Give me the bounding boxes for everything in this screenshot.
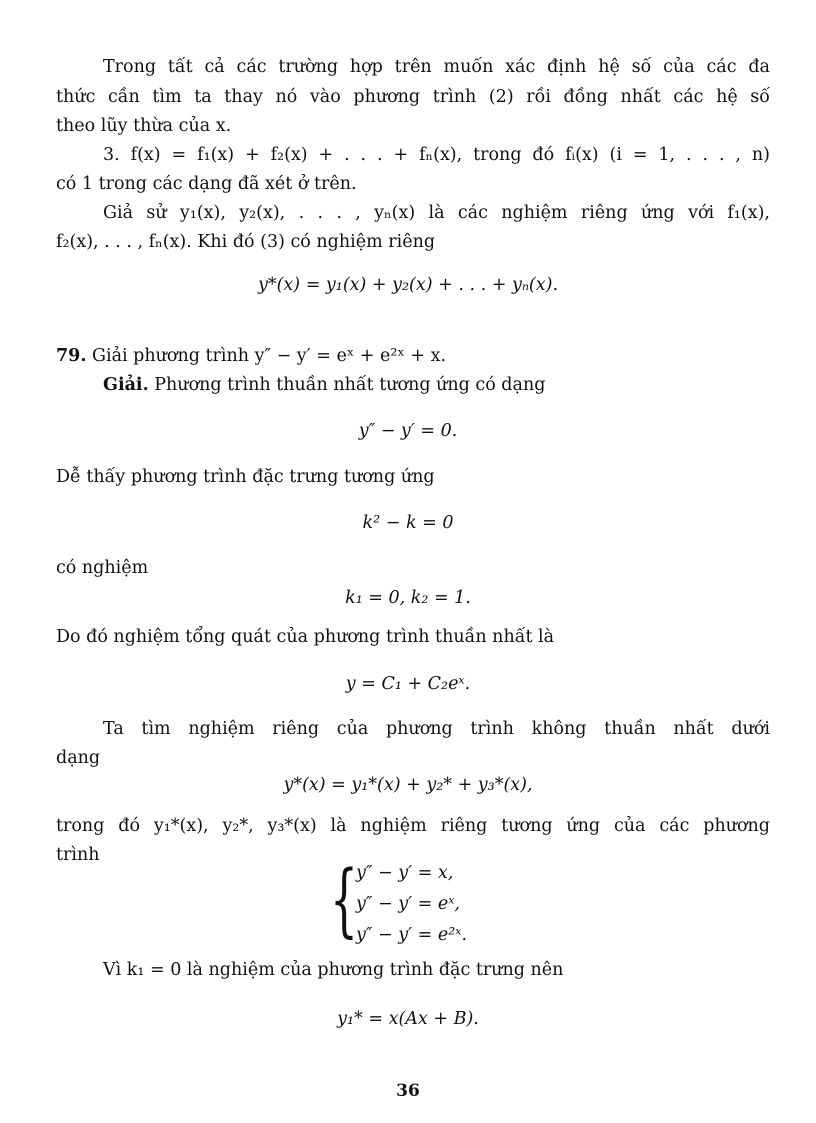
paragraph-line: Do đó nghiệm tổng quát của phương trình thuần nhất là [56,627,555,647]
exercise-79-heading [56,345,770,367]
paragraph-line: Ta tìm nghiệm riêng của phương trình không thuần nhất dưới [103,719,770,739]
paragraph-line: theo lũy thừa của x. [56,116,232,136]
system-equation: y″ − y′ = x, [356,863,454,883]
equation-homogeneous: y″ − y′ = 0. [358,421,458,441]
paragraph-line: Giả sử y₁(x), y₂(x), . . . , yₙ(x) là các nghiệm riêng ứng với f₁(x), [103,203,770,223]
paragraph-line: Dễ thấy phương trình đặc trưng tương ứng [56,467,435,487]
equation-characteristic: k² − k = 0 [362,513,454,533]
equation-system [330,853,590,950]
item-3-line: 3. f(x) = f₁(x) + f₂(x) + . . . + fₙ(x), trong đó fᵢ(x) (i = 1, . . . , n) [103,145,770,165]
equation-particular-form: y*(x) = y₁*(x) + y₂* + y₃*(x), [283,775,533,795]
solution-line [103,374,770,396]
solution-text: Phương trình thuần nhất tương ứng có dạng [148,375,546,395]
item-3-line: có 1 trong các dạng đã xét ở trên. [56,174,357,194]
exercise-number: 79. [56,346,87,366]
system-equation: y″ − y′ = e²ˣ. [356,925,468,945]
equation-roots: k₁ = 0, k₂ = 1. [345,588,471,608]
exercise-statement: Giải phương trình y″ − y′ = eˣ + e²ˣ + x. [86,346,447,366]
paragraph-line: Vì k₁ = 0 là nghiệm của phương trình đặc trưng nên [103,960,564,980]
paragraph-line: Trong tất cả các trường hợp trên muốn xác định hệ số của các đa [103,57,770,77]
paragraph-line: có nghiệm [56,558,149,578]
system-equation: y″ − y′ = eˣ, [356,894,460,914]
paragraph-line: trong đó y₁*(x), y₂*, y₃*(x) là nghiệm riêng tương ứng của các phương [56,816,770,836]
paragraph-line: f₂(x), . . . , fₙ(x). Khi đó (3) có nghiệm riêng [56,232,436,252]
page-number: 36 [396,1081,420,1101]
left-brace: { [330,853,358,946]
paragraph-line: thức cần tìm ta thay nó vào phương trình (2) rồi đồng nhất các hệ số [56,87,770,107]
solution-label: Giải. [103,375,149,395]
equation-particular-sum: y*(x) = y₁(x) + y₂(x) + . . . + yₙ(x). [257,275,559,295]
paragraph-line: trình [56,845,100,865]
equation-y1: y₁* = x(Ax + B). [337,1009,479,1029]
equation-general-solution: y = C₁ + C₂eˣ. [345,674,471,694]
paragraph-line: dạng [56,748,101,768]
